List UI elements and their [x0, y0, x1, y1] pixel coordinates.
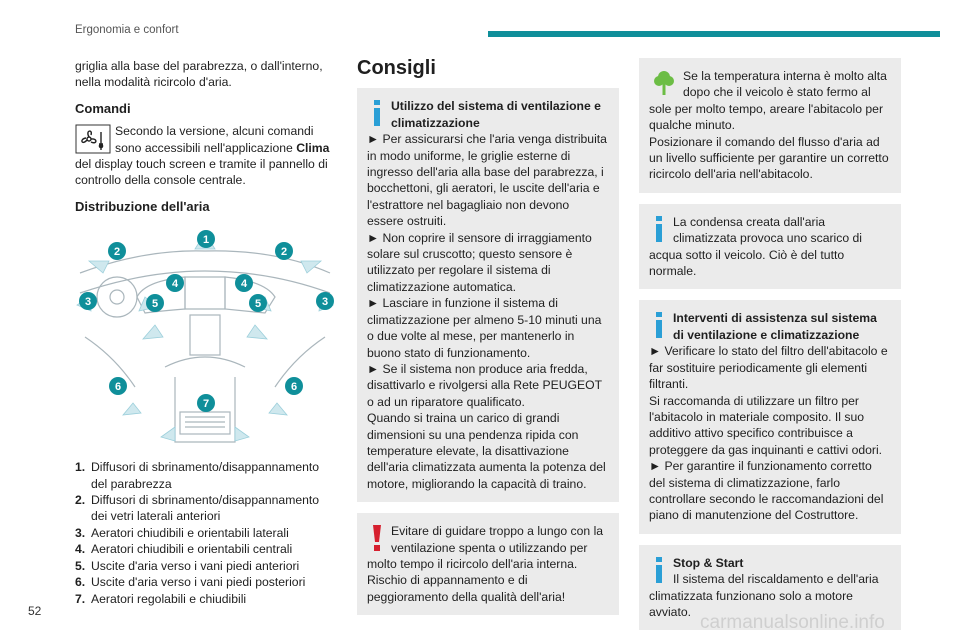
section-title: Ergonomia e confort: [75, 24, 179, 36]
eco-box: [639, 58, 901, 193]
eco-tree-icon: [649, 68, 679, 98]
comandi-heading: Comandi: [75, 100, 131, 116]
box-paragraph: Se la temperatura interna è molto alta dopo che il veicolo è stato fermo al sole per molto tempo, areare l'abitacolo per qualche minuto.: [649, 69, 887, 133]
watermark: carmanualsonline.info: [700, 612, 885, 633]
comandi-text-a: Secondo la versione, alcuni comandi sono accessibili nell'applicazione: [115, 124, 314, 155]
column-3: [639, 58, 901, 640]
warning-box: [357, 513, 619, 615]
svg-text:5: 5: [151, 298, 159, 311]
info-box-condensation: [639, 204, 901, 290]
svg-text:2: 2: [113, 246, 121, 259]
fan-control-icon: [75, 124, 111, 154]
box-paragraph: La condensa creata dall'aria climatizzata provoca uno scarico di acqua sotto il veicolo. Ciò è del tutto normale.: [649, 214, 862, 279]
box-paragraph: Evitare di guidare troppo a lungo con la ventilazione spenta o utilizzando per molto tempo il ricircolo dell'aria interna. Rischio di appannamento e di peggioramento della qualità dell'aria!: [367, 524, 604, 604]
list-item: 7. Aeratori regolabili e chiudibili: [75, 591, 247, 606]
box-heading: Stop & Start: [673, 555, 744, 570]
warning-icon: [367, 523, 387, 553]
svg-text:3: 3: [84, 296, 92, 309]
clima-app-name: Clima: [296, 140, 330, 155]
list-item: 4. Aeratori chiudibili e orientabili centrali: [75, 542, 293, 557]
list-item: 5. Uscite d'aria verso i vani piedi anteriori: [75, 558, 300, 573]
column-2: [357, 58, 619, 626]
comandi-text-b: del display touch screen e tramite il pannello di controllo della console centrale.: [75, 157, 328, 188]
callout-6-left: [109, 377, 127, 395]
svg-text:4: 4: [171, 278, 179, 291]
box-paragraph: ► Verificare lo stato del filtro dell'abitacolo e far sostituire periodicamente gli elementi filtranti.: [649, 344, 888, 392]
callout-3-right: [316, 292, 334, 310]
page-number: 52: [28, 604, 42, 618]
callout-6-right: [285, 377, 303, 395]
callout-4-right: [235, 274, 253, 292]
callout-5-right: [249, 294, 267, 312]
callout-2-left: [108, 242, 126, 260]
box-paragraph: Il sistema del riscaldamento e dell'aria climatizzata funzionano solo a motore avviato.: [649, 572, 879, 619]
vent-legend-list: [75, 459, 335, 607]
info-box-maintenance: [639, 300, 901, 533]
info-icon: [367, 98, 387, 128]
svg-text:6: 6: [114, 381, 122, 394]
air-distribution-diagram: [75, 227, 335, 449]
svg-text:5: 5: [254, 298, 262, 311]
svg-text:7: 7: [202, 398, 210, 411]
svg-text:4: 4: [240, 278, 248, 291]
svg-text:2: 2: [280, 246, 288, 259]
box-paragraph: ► Per assicurarsi che l'aria venga distribuita in modo uniforme, le griglie esterne di ingresso dell'aria alla base del parabrezza, i bocchettoni, gli aeratori, le uscite dell'aria e l'estrattore nel bagagliaio non devono essere ostruiti.: [367, 132, 607, 229]
box-heading: Interventi di assistenza sul sistema di ventilazione e climatizzazione: [673, 311, 877, 342]
svg-text:6: 6: [290, 381, 298, 394]
box-paragraph: Posizionare il comando del flusso d'aria ad un livello sufficiente per garantire un corretto ricircolo dell'aria nell'abitacolo.: [649, 134, 889, 182]
box-paragraph: Si raccomanda di utilizzare un filtro per l'abitacolo in materiale composito. Il suo additivo attivo specifico contribuisce a proteggere da gas inquinanti e cattivi odori.: [649, 393, 883, 457]
header-bar: [488, 31, 940, 37]
list-item: 2. Diffusori di sbrinamento/disappannamento dei vetri laterali anteriori: [75, 493, 320, 524]
callout-2-right: [275, 242, 293, 260]
list-item: 3. Aeratori chiudibili e orientabili laterali: [75, 525, 289, 540]
callout-7: [197, 394, 215, 412]
info-icon: [649, 214, 669, 244]
box-heading: Utilizzo del sistema di ventilazione e climatizzazione: [391, 99, 601, 130]
consigli-heading: Consigli: [357, 57, 436, 79]
callout-3-left: [79, 292, 97, 310]
box-paragraph: ► Non coprire il sensore di irraggiamento solare sul cruscotto; questo sensore è utilizzato per regolare il sistema di climatizzazione automatica.: [367, 230, 592, 294]
svg-text:3: 3: [321, 296, 329, 309]
info-box-usage: [357, 88, 619, 502]
svg-text:1: 1: [202, 234, 210, 247]
intro-text: griglia alla base del parabrezza, o dall'interno, nella modalità ricircolo d'aria.: [75, 59, 323, 90]
list-item: 6. Uscite d'aria verso i vani piedi posteriori: [75, 575, 306, 590]
box-paragraph: Quando si traina un carico di grandi dimensioni su una pendenza ripida con temperature elevate, la disattivazione dell'aria climatizzata aumenta la potenza del motore, migliorando la capacità di traino.: [367, 411, 606, 491]
box-paragraph: ► Per garantire il funzionamento corretto del sistema di climatizzazione, farlo controllare secondo le raccomandazioni del piano di manutenzione del Costruttore.: [649, 459, 884, 523]
list-item: 1. Diffusori di sbrinamento/disappannamento del parabrezza: [75, 460, 320, 491]
callout-4-left: [166, 274, 184, 292]
distribuzione-heading: Distribuzione dell'aria: [75, 198, 210, 214]
column-1: [75, 58, 335, 607]
callout-1: [197, 230, 215, 248]
info-icon: [649, 310, 669, 340]
callout-5-left: [146, 294, 164, 312]
info-icon: [649, 555, 669, 585]
comandi-paragraph: [75, 123, 335, 189]
box-paragraph: ► Lasciare in funzione il sistema di climatizzazione per almeno 5-10 minuti una o due volte al mese, per mantenerlo in buono stato di funzionamento.: [367, 296, 602, 360]
box-paragraph: ► Se il sistema non produce aria fredda, disattivarlo e rivolgersi alla Rete PEUGEOT o ad un riparatore qualificato.: [367, 361, 602, 409]
